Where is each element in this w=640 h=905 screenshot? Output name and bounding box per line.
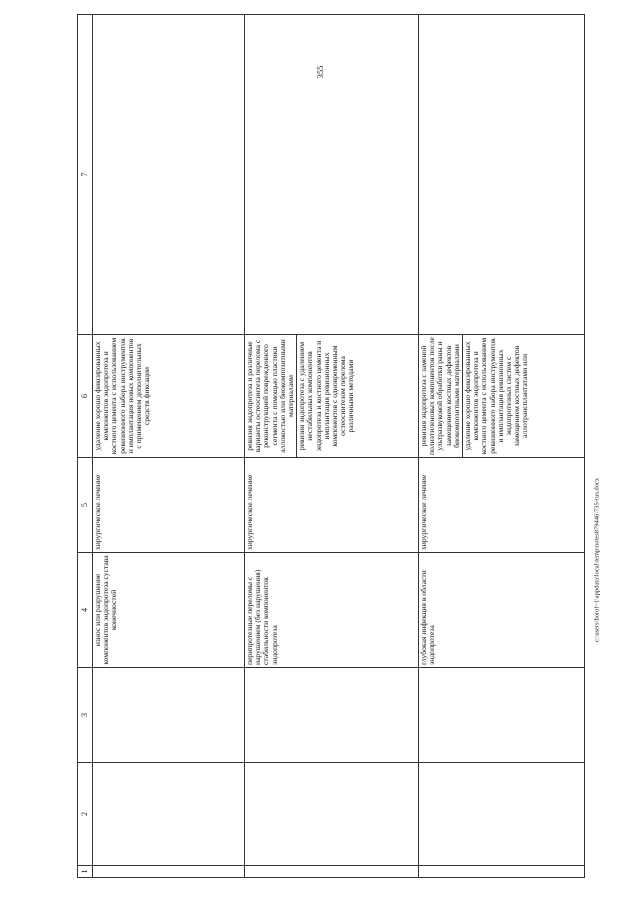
medical-care-table [77,14,585,878]
row3-method-2: удаление хорошо фиксированных компонентов эндопротеза и костного цемента с использованием ревизионного набора инструментов и имплантация ревизионных эндопротезных систем с замещением костных дефектов аллотрансплантатами или [462,335,531,457]
row3-col1 [419,866,585,878]
row2-col2 [245,763,419,866]
file-path-footer: c:\users\borol~1\appdata\local\temp\notes879446\735-rus.docx [593,477,601,643]
row2-diagnosis: перипротезные переломы с нарушением (без нарушения) стабильности компонентов эндопротеза [245,553,419,668]
header-col-3: 3 [78,668,93,763]
row1-method-1: удаление хорошо фиксированных компонентов эндопротеза и костного цемента с использованием ревизионного набора инструментов и имплантация новых компонентов с применением дополнительных средств фиксации [93,337,152,455]
header-col-6: 6 [78,335,93,458]
row2-method-1: ревизия эндопротеза и различные варианты остеосинтеза перелома с реконструкцией поврежденного сегмента с помощью пластики аллокостью или биокомпозитными материалами [245,339,295,453]
row3-col3 [419,668,585,763]
page-number: 355 [315,65,325,79]
row2-col7 [245,15,419,335]
row2-treatment-type: хирургическое лечение [245,458,419,553]
table-row [419,15,585,878]
row1-col1 [93,866,245,878]
row3-col2 [419,763,585,866]
row3-method-1: ревизия эндопротеза с заменой полиэтиленовых компонентов после ультразвуковой обработки раны и замещением костных дефектов биокомпозитными материалами [419,337,461,455]
header-col-2: 2 [78,763,93,866]
row1-treatment-type: хирургическое лечение [93,458,245,553]
header-col-5: 5 [78,458,93,553]
row1-col2 [93,763,245,866]
table-header-row [78,15,93,878]
row3-treatment-type: хирургическое лечение [419,458,585,553]
row2-treatment-method [245,335,419,458]
header-col-1: 1 [78,866,93,878]
header-col-4: 4 [78,553,93,668]
row2-col1 [245,866,419,878]
row1-col3 [93,668,245,763]
header-col-7: 7 [78,15,93,335]
table-row [93,15,245,878]
row1-col7 [93,15,245,335]
row1-treatment-method [93,335,245,458]
row2-col3 [245,668,419,763]
row3-diagnosis: глубокая инфекция в области эндопротеза [419,553,585,668]
row2-method-2: ревизия эндопротеза с удалением нестабильных компонентов эндопротеза и костного цемента и имплантация ревизионных компонентов с одновременным остеосинтезом перелома различными методами [296,335,356,457]
row1-diagnosis: износ или разрушение компонентов эндопротеза сустава конечностей [93,553,245,668]
row3-col7 [419,15,585,335]
row3-treatment-method [419,335,585,458]
table-row [245,15,419,878]
table-container [77,15,585,878]
